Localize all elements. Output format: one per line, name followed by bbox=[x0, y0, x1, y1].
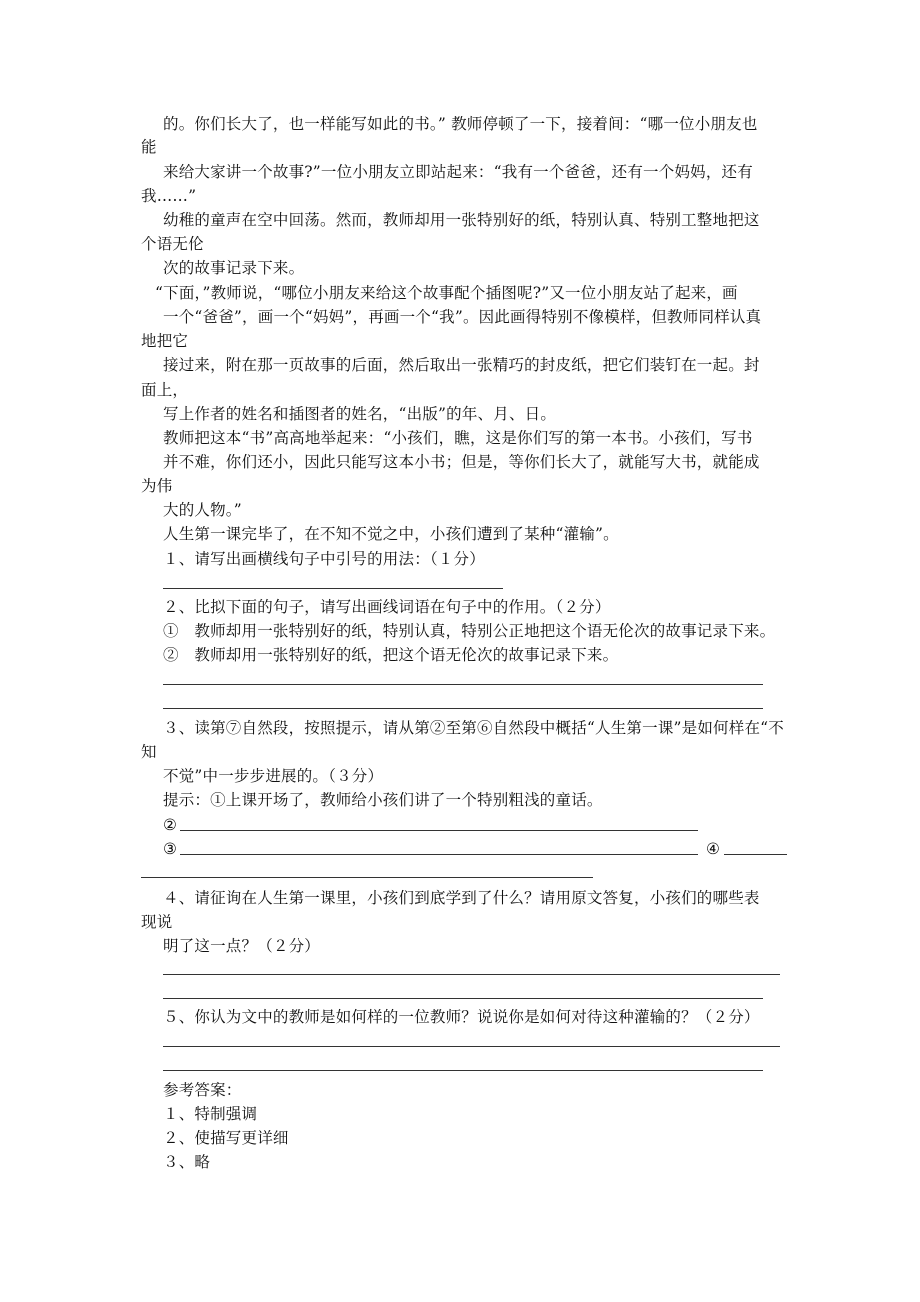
passage-line: 个语无伦 bbox=[141, 235, 204, 253]
question-4: ４、请征询在人生第一课里，小孩们到底学到了什么？请用原文答复，小孩们的哪些表 bbox=[163, 889, 760, 907]
question-3-marker-2: ② bbox=[163, 816, 178, 834]
passage-line: 地把它 bbox=[141, 332, 189, 350]
answer-blank-q5-line-1[interactable] bbox=[163, 1046, 780, 1047]
passage-line: 能 bbox=[141, 138, 157, 156]
question-2: ２、比拟下面的句子，请写出画线词语在句子中的作用。（２分） bbox=[163, 598, 611, 616]
question-3: ３、读第⑦自然段，按照提示，请从第②至第⑥自然段中概括“人生第一课”是如何样在“不 bbox=[163, 719, 784, 737]
passage-line: 的。你们长大了，也一样能写如此的书。” 教师停顿了一下，接着间：“哪一位小朋友也 bbox=[163, 115, 758, 133]
answer-item-1: １、特制强调 bbox=[163, 1105, 258, 1123]
question-4-cont: 明了这一点？（２分） bbox=[163, 937, 321, 955]
question-1: １、请写出画横线句子中引号的用法：（１分） bbox=[163, 550, 485, 568]
passage-line: 为伟 bbox=[141, 477, 173, 495]
passage-line: 教师把这本“书”高高地举起来：“小孩们，瞧，这是你们写的第一本书。小孩们，写书 bbox=[163, 429, 753, 447]
answer-blank-q1[interactable] bbox=[163, 588, 503, 589]
answer-blank-q4-line-1[interactable] bbox=[163, 974, 780, 975]
passage-line: 次的故事记录下来。 bbox=[163, 259, 305, 277]
answer-blank-q3-item-4[interactable] bbox=[724, 854, 787, 855]
answers-heading: 参考答案： bbox=[163, 1081, 242, 1099]
passage-line: 我……” bbox=[141, 187, 197, 205]
question-3-hint: 提示：①上课开场了，教师给小孩们讲了一个特别粗浅的童话。 bbox=[163, 791, 603, 809]
question-2-sentence-1: ① 教师却用一张特别好的纸，特别认真，特别公正地把这个语无伦次的故事记录下来。 bbox=[163, 622, 776, 640]
passage-line: 并不难，你们还小，因此只能写这本小书；但是，等你们长大了，就能写大书，就能成 bbox=[163, 453, 760, 471]
question-4-wrap: 现说 bbox=[141, 913, 173, 931]
answer-blank-q3-item-4-cont[interactable] bbox=[141, 877, 593, 878]
passage-line: “下面，”教师说，“哪位小朋友来给这个故事配个插图呢?”又一位小朋友站了起来，画 bbox=[155, 284, 738, 302]
passage-line: 来给大家讲一个故事?”一位小朋友立即站起来：“我有一个爸爸，还有一个妈妈，还有 bbox=[163, 163, 753, 181]
answer-blank-q5-line-2[interactable] bbox=[163, 1070, 763, 1071]
answer-item-3: ３、略 bbox=[163, 1153, 211, 1171]
passage-line: 人生第一课完毕了，在不知不觉之中，小孩们遭到了某种“灌输”。 bbox=[163, 525, 619, 543]
answer-item-2: ２、使描写更详细 bbox=[163, 1129, 289, 1147]
answer-blank-q3-item-2[interactable] bbox=[180, 830, 698, 831]
passage-line: 大的人物。” bbox=[163, 501, 242, 519]
question-3-marker-3: ③ bbox=[163, 840, 178, 858]
passage-line: 写上作者的姓名和插图者的姓名，“出版”的年、月、日。 bbox=[163, 405, 557, 423]
question-3-marker-4: ④ bbox=[706, 840, 721, 858]
question-3-wrap: 知 bbox=[141, 743, 157, 761]
passage-line: 接过来，附在那一页故事的后面，然后取出一张精巧的封皮纸，把它们装钉在一起。封 bbox=[163, 356, 760, 374]
question-5: ５、你认为文中的教师是如何样的一位教师？说说你是如何对待这种灌输的？（２分） bbox=[163, 1008, 760, 1026]
passage-line: 幼稚的童声在空中回荡。然而，教师却用一张特别好的纸，特别认真、特别工整地把这 bbox=[163, 211, 760, 229]
question-3-cont: 不觉”中一步步进展的。（３分） bbox=[163, 767, 384, 785]
answer-blank-q2-line-1[interactable] bbox=[163, 684, 763, 685]
answer-blank-q3-item-3[interactable] bbox=[180, 854, 698, 855]
passage-line: 面上， bbox=[141, 381, 189, 399]
passage-line: 一个“爸爸”，画一个“妈妈”，再画一个“我”。因此画得特别不像模样，但教师同样认真 bbox=[163, 308, 762, 326]
question-2-sentence-2: ② 教师却用一张特别好的纸，把这个语无伦次的故事记录下来。 bbox=[163, 646, 619, 664]
answer-blank-q2-line-2[interactable] bbox=[163, 708, 763, 709]
answer-blank-q4-line-2[interactable] bbox=[163, 998, 763, 999]
